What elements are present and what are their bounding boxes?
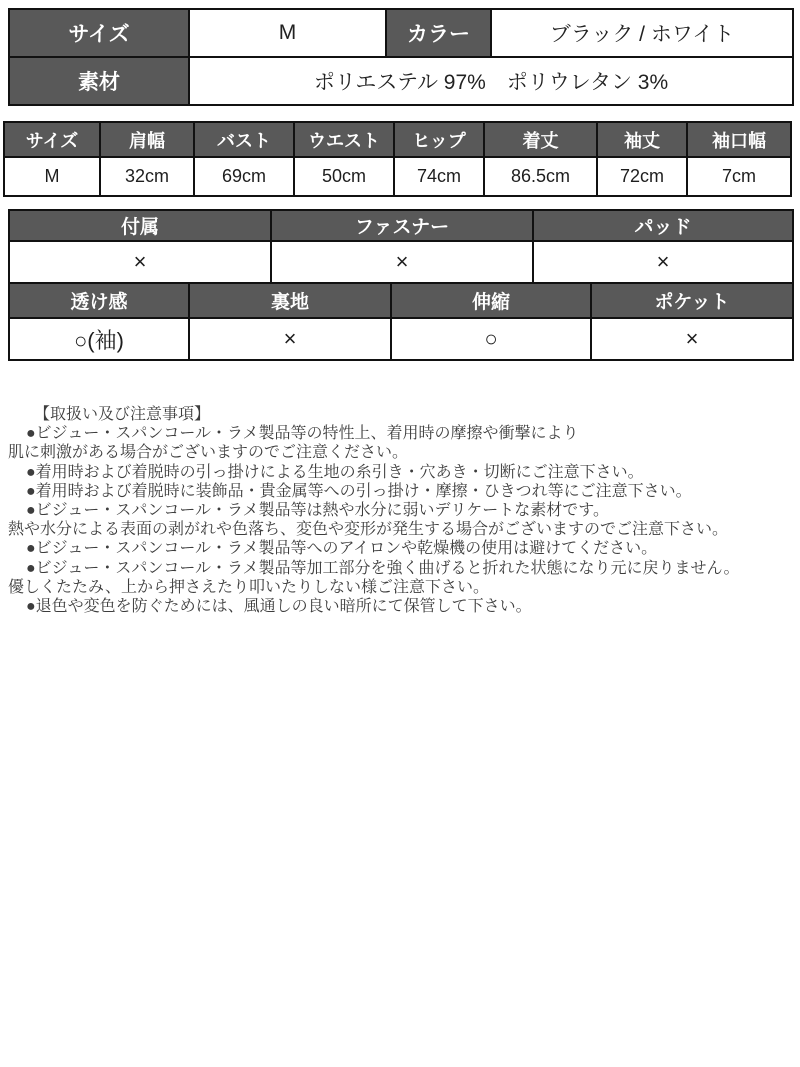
care-note-line: ●ビジュー・スパンコール・ラメ製品等の特性上、着用時の摩擦や衝撃により [26,425,579,443]
feature-value-cell: ○ [391,318,591,360]
measurements-header-row [4,122,791,157]
care-note-line: ●着用時および着脱時に装飾品・貴金属等への引っ掛け・摩擦・ひきつれ等にご注意下さい。 [26,482,692,500]
feature-header-cell: 裏地 [189,283,391,318]
care-note-line: ●ビジュー・スパンコール・ラメ製品等加工部分を強く曲げると折れた状態になり元に戻りません。 [26,559,740,577]
care-note-line: ●着用時および着脱時の引っ掛けによる生地の糸引き・穴あき・切断にご注意下さい。 [26,463,644,481]
care-note-line: 優しくたたみ、上から押さえたり叩いたりしない様ご注意下さい。 [8,578,489,596]
measurement-header-cell: 袖丈 [597,122,687,157]
size-color-row [9,9,793,57]
feature-header-cell: 透け感 [9,283,189,318]
features-bottom-header-row [9,283,793,318]
feature-header-cell: ポケット [591,283,793,318]
measurement-value-cell: M [4,157,100,196]
measurements-value-row [4,157,791,196]
size-label-cell: サイズ [9,9,189,57]
feature-header-cell: パッド [533,210,793,241]
measurement-value-cell: 69cm [194,157,294,196]
measurement-value-cell: 50cm [294,157,394,196]
measurement-header-cell: バスト [194,122,294,157]
material-value-cell: ポリエステル 97% ポリウレタン 3% [189,57,793,105]
care-note-line: ●ビジュー・スパンコール・ラメ製品等へのアイロンや乾燥機の使用は避けてください。 [26,540,658,558]
measurement-header-cell: サイズ [4,122,100,157]
feature-value-cell: × [271,241,533,283]
measurement-header-cell: ウエスト [294,122,394,157]
features-bottom-value-row [9,318,793,360]
feature-header-cell: ファスナー [271,210,533,241]
feature-value-cell: × [533,241,793,283]
feature-value-cell: × [9,241,271,283]
features-table-bottom [8,282,794,361]
material-label-cell: 素材 [9,57,189,105]
features-top-value-row [9,241,793,283]
feature-value-cell: × [591,318,793,360]
features-table-top [8,209,794,284]
features-top-header-row [9,210,793,241]
measurement-header-cell: 肩幅 [100,122,194,157]
color-label-cell: カラー [386,9,491,57]
feature-value-cell: × [189,318,391,360]
measurement-value-cell: 7cm [687,157,791,196]
size-value-cell: M [189,9,386,57]
measurement-header-cell: 着丈 [484,122,597,157]
color-value-cell: ブラック / ホワイト [491,9,793,57]
care-notes-title: 【取扱い及び注意事項】 [34,406,211,423]
care-note-line: ●ビジュー・スパンコール・ラメ製品等は熱や水分に弱いデリケートな素材です。 [26,502,609,520]
measurements-table [3,121,792,197]
care-note-line: 肌に刺激がある場合がございますのでご注意ください。 [8,444,409,462]
measurement-value-cell: 32cm [100,157,194,196]
measurement-header-cell: 袖口幅 [687,122,791,157]
size-color-material-table [8,8,794,106]
measurement-header-cell: ヒップ [394,122,484,157]
care-notes-section [8,405,792,616]
care-note-line: 熱や水分による表面の剥がれや色落ち、変色や変形が発生する場合がございますのでご注意下さい。 [8,521,729,539]
measurement-value-cell: 86.5cm [484,157,597,196]
material-row [9,57,793,105]
feature-value-cell: ○(袖) [9,318,189,360]
feature-header-cell: 伸縮 [391,283,591,318]
measurement-value-cell: 72cm [597,157,687,196]
measurement-value-cell: 74cm [394,157,484,196]
feature-header-cell: 付属 [9,210,271,241]
care-note-line: ●退色や変色を防ぐためには、風通しの良い暗所にて保管して下さい。 [26,598,532,616]
